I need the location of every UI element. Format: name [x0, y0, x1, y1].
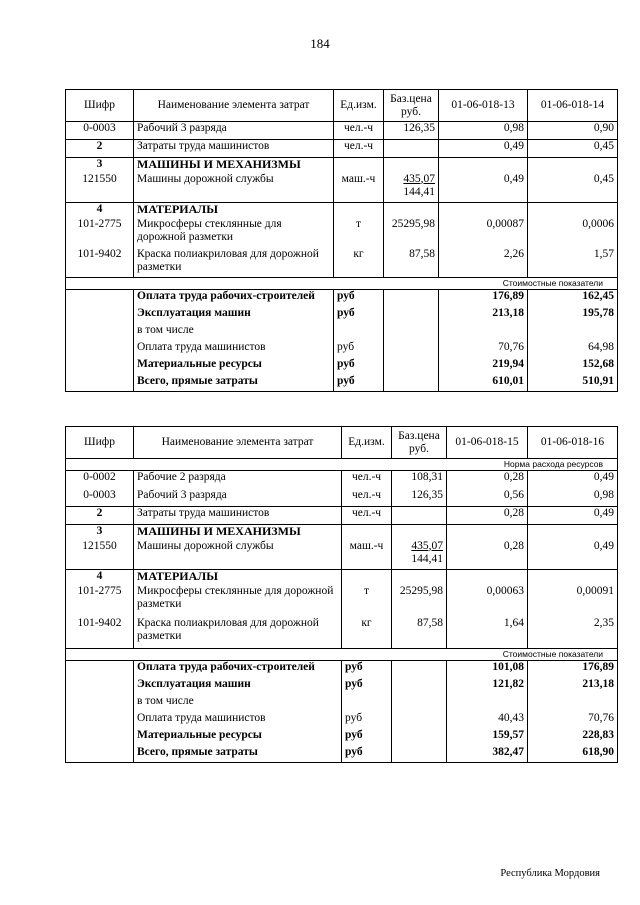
price-primary: 435,07: [411, 539, 443, 552]
summary-name: Материальные ресурсы: [134, 358, 334, 375]
summary-name: Оплата труда машинистов: [134, 712, 342, 729]
summary-row: [66, 324, 618, 341]
table-row: [66, 140, 618, 158]
row-name: Рабочий 3 разряда: [134, 489, 342, 507]
summary-row: [66, 661, 618, 678]
header-code-col-2: 01-06-018-14: [528, 90, 618, 122]
header-price: Баз.цена руб.: [384, 90, 439, 122]
row-price: 25295,98: [392, 585, 447, 617]
band-row: [66, 459, 618, 471]
table-row: [66, 248, 618, 278]
summary-name: Оплата труда рабочих-строителей: [134, 661, 342, 678]
summary-unit: руб: [342, 746, 392, 763]
row-price: [384, 173, 439, 203]
summary-unit: руб: [334, 358, 384, 375]
row-name: Рабочие 2 разряда: [134, 471, 342, 489]
summary-name: Материальные ресурсы: [134, 729, 342, 746]
summary-unit: руб: [334, 375, 384, 392]
summary-value-1: 101,08: [447, 661, 528, 678]
row-code: 101-9402: [66, 617, 134, 649]
table-header-row: [66, 90, 618, 122]
summary-row: [66, 341, 618, 358]
row-code: 2: [66, 140, 134, 158]
row-name: Затраты труда машинистов: [134, 507, 342, 525]
header-code-col-1: 01-06-018-13: [439, 90, 528, 122]
section-code: 3: [66, 525, 134, 540]
band-row: [66, 649, 618, 661]
table-row: [66, 585, 618, 617]
summary-value-1: 219,94: [439, 358, 528, 375]
summary-row: [66, 290, 618, 307]
table-row: [66, 471, 618, 489]
row-price: [392, 507, 447, 525]
row-unit: чел.-ч: [342, 471, 392, 489]
row-value-1: 0,00063: [447, 585, 528, 617]
summary-value-2: 176,89: [528, 661, 618, 678]
row-value-1: 0,28: [447, 507, 528, 525]
section-title: МАТЕРИАЛЫ: [134, 570, 342, 585]
section-row: [66, 570, 618, 585]
row-name: Краска полиакриловая для дорожной разметки: [134, 617, 342, 649]
row-value-2: 2,35: [528, 617, 618, 649]
cost-table-1: [65, 89, 618, 392]
table-row: [66, 617, 618, 649]
row-code: 121550: [66, 540, 134, 570]
summary-value-2: 70,76: [528, 712, 618, 729]
row-value-1: 1,64: [447, 617, 528, 649]
summary-value-1: 121,82: [447, 678, 528, 695]
summary-value-1: 382,47: [447, 746, 528, 763]
summary-row: [66, 678, 618, 695]
row-price: 25295,98: [384, 218, 439, 248]
row-code: 121550: [66, 173, 134, 203]
summary-unit: руб: [342, 729, 392, 746]
table-header-row: [66, 427, 618, 459]
row-value-2: 0,98: [528, 489, 618, 507]
row-unit: чел.-ч: [334, 122, 384, 140]
summary-value-2: 213,18: [528, 678, 618, 695]
summary-value-2: 618,90: [528, 746, 618, 763]
section-title: МАШИНЫ И МЕХАНИЗМЫ: [134, 525, 342, 540]
band-row: [66, 278, 618, 290]
summary-name: Всего, прямые затраты: [134, 375, 334, 392]
header-code: Шифр: [66, 90, 134, 122]
row-value-2: 0,45: [528, 173, 618, 203]
header-name: Наименование элемента затрат: [134, 427, 342, 459]
summary-value-2: 228,83: [528, 729, 618, 746]
summary-unit: руб: [334, 341, 384, 358]
table-row: [66, 489, 618, 507]
row-price: [392, 540, 447, 570]
row-name: Рабочий 3 разряда: [134, 122, 334, 140]
row-value-2: 0,0006: [528, 218, 618, 248]
row-name: Краска полиакриловая для дорожной разметки: [134, 248, 334, 278]
section-row: [66, 158, 618, 173]
summary-value-2: 162,45: [528, 290, 618, 307]
summary-name: в том числе: [134, 695, 342, 712]
summary-value-1: 610,01: [439, 375, 528, 392]
row-price: 87,58: [384, 248, 439, 278]
page-number: 184: [310, 36, 330, 51]
summary-row: [66, 307, 618, 324]
price-secondary: 144,41: [411, 552, 443, 565]
row-unit: кг: [342, 617, 392, 649]
row-value-1: 0,98: [439, 122, 528, 140]
table-row: [66, 218, 618, 248]
summary-row: [66, 358, 618, 375]
summary-name: Оплата труда рабочих-строителей: [134, 290, 334, 307]
section-code: 4: [66, 203, 134, 218]
row-unit: т: [334, 218, 384, 248]
summary-name: Эксплуатация машин: [134, 678, 342, 695]
summary-name: Всего, прямые затраты: [134, 746, 342, 763]
row-value-1: 0,00087: [439, 218, 528, 248]
summary-value-1: 40,43: [447, 712, 528, 729]
row-name: Затраты труда машинистов: [134, 140, 334, 158]
summary-value-1: 176,89: [439, 290, 528, 307]
summary-value-1: 213,18: [439, 307, 528, 324]
row-code: 0-0003: [66, 122, 134, 140]
row-price: [384, 140, 439, 158]
row-name: Микросферы стеклянные для дорожной разметки: [134, 585, 342, 617]
header-code-col-2: 01-06-018-16: [528, 427, 618, 459]
summary-unit: руб: [334, 307, 384, 324]
row-code: 101-2775: [66, 218, 134, 248]
row-value-2: 0,45: [528, 140, 618, 158]
section-code: 4: [66, 570, 134, 585]
summary-row: [66, 729, 618, 746]
header-unit: Ед.изм.: [334, 90, 384, 122]
row-unit: чел.-ч: [342, 489, 392, 507]
row-value-1: 0,49: [439, 173, 528, 203]
summary-row: [66, 712, 618, 729]
header-code-col-1: 01-06-018-15: [447, 427, 528, 459]
summary-value-2: 64,98: [528, 341, 618, 358]
summary-row: [66, 375, 618, 392]
summary-value-2: 510,91: [528, 375, 618, 392]
row-code: 101-2775: [66, 585, 134, 617]
row-name: Микросферы стеклянные для дорожной разметки: [134, 218, 334, 248]
section-title: МАШИНЫ И МЕХАНИЗМЫ: [134, 158, 334, 173]
summary-unit: руб: [342, 712, 392, 729]
summary-unit: руб: [342, 678, 392, 695]
row-price: 87,58: [392, 617, 447, 649]
row-price: 126,35: [384, 122, 439, 140]
row-value-1: 2,26: [439, 248, 528, 278]
row-name: Машины дорожной службы: [134, 173, 334, 203]
row-value-2: 0,49: [528, 471, 618, 489]
row-value-1: 0,28: [447, 471, 528, 489]
cost-table-2: [65, 426, 618, 763]
price-primary: 435,07: [403, 172, 435, 185]
header-price: Баз.цена руб.: [392, 427, 447, 459]
row-price: 126,35: [392, 489, 447, 507]
summary-value-2: 195,78: [528, 307, 618, 324]
row-unit: кг: [334, 248, 384, 278]
table-row: [66, 122, 618, 140]
summary-name: Оплата труда машинистов: [134, 341, 334, 358]
price-secondary: 144,41: [403, 185, 435, 198]
row-code: 0-0002: [66, 471, 134, 489]
row-code: 101-9402: [66, 248, 134, 278]
row-value-2: 1,57: [528, 248, 618, 278]
band-cost-indicators: Стоимостные показатели: [66, 649, 618, 661]
row-price: 108,31: [392, 471, 447, 489]
section-code: 3: [66, 158, 134, 173]
header-unit: Ед.изм.: [342, 427, 392, 459]
row-unit: маш.-ч: [342, 540, 392, 570]
header-name: Наименование элемента затрат: [134, 90, 334, 122]
summary-name: Эксплуатация машин: [134, 307, 334, 324]
table-row: [66, 173, 618, 203]
table-row: [66, 540, 618, 570]
row-unit: т: [342, 585, 392, 617]
summary-value-1: 70,76: [439, 341, 528, 358]
band-cost-indicators: Стоимостные показатели: [66, 278, 618, 290]
table-row: [66, 507, 618, 525]
section-title: МАТЕРИАЛЫ: [134, 203, 334, 218]
footer-region: Республика Мордовия: [500, 868, 600, 879]
row-value-2: 0,49: [528, 540, 618, 570]
row-code: 2: [66, 507, 134, 525]
row-name: Машины дорожной службы: [134, 540, 342, 570]
summary-row: [66, 746, 618, 763]
row-value-1: 0,49: [439, 140, 528, 158]
row-value-1: 0,28: [447, 540, 528, 570]
summary-unit: руб: [334, 290, 384, 307]
section-row: [66, 203, 618, 218]
row-value-1: 0,56: [447, 489, 528, 507]
row-value-2: 0,49: [528, 507, 618, 525]
summary-name: в том числе: [134, 324, 334, 341]
row-unit: чел.-ч: [342, 507, 392, 525]
section-row: [66, 525, 618, 540]
summary-value-2: 152,68: [528, 358, 618, 375]
band-resource-norm: Норма расхода ресурсов: [66, 459, 618, 471]
row-value-2: 0,90: [528, 122, 618, 140]
summary-value-1: 159,57: [447, 729, 528, 746]
header-code: Шифр: [66, 427, 134, 459]
row-unit: чел.-ч: [334, 140, 384, 158]
row-code: 0-0003: [66, 489, 134, 507]
row-unit: маш.-ч: [334, 173, 384, 203]
row-value-2: 0,00091: [528, 585, 618, 617]
summary-unit: руб: [342, 661, 392, 678]
summary-row: [66, 695, 618, 712]
